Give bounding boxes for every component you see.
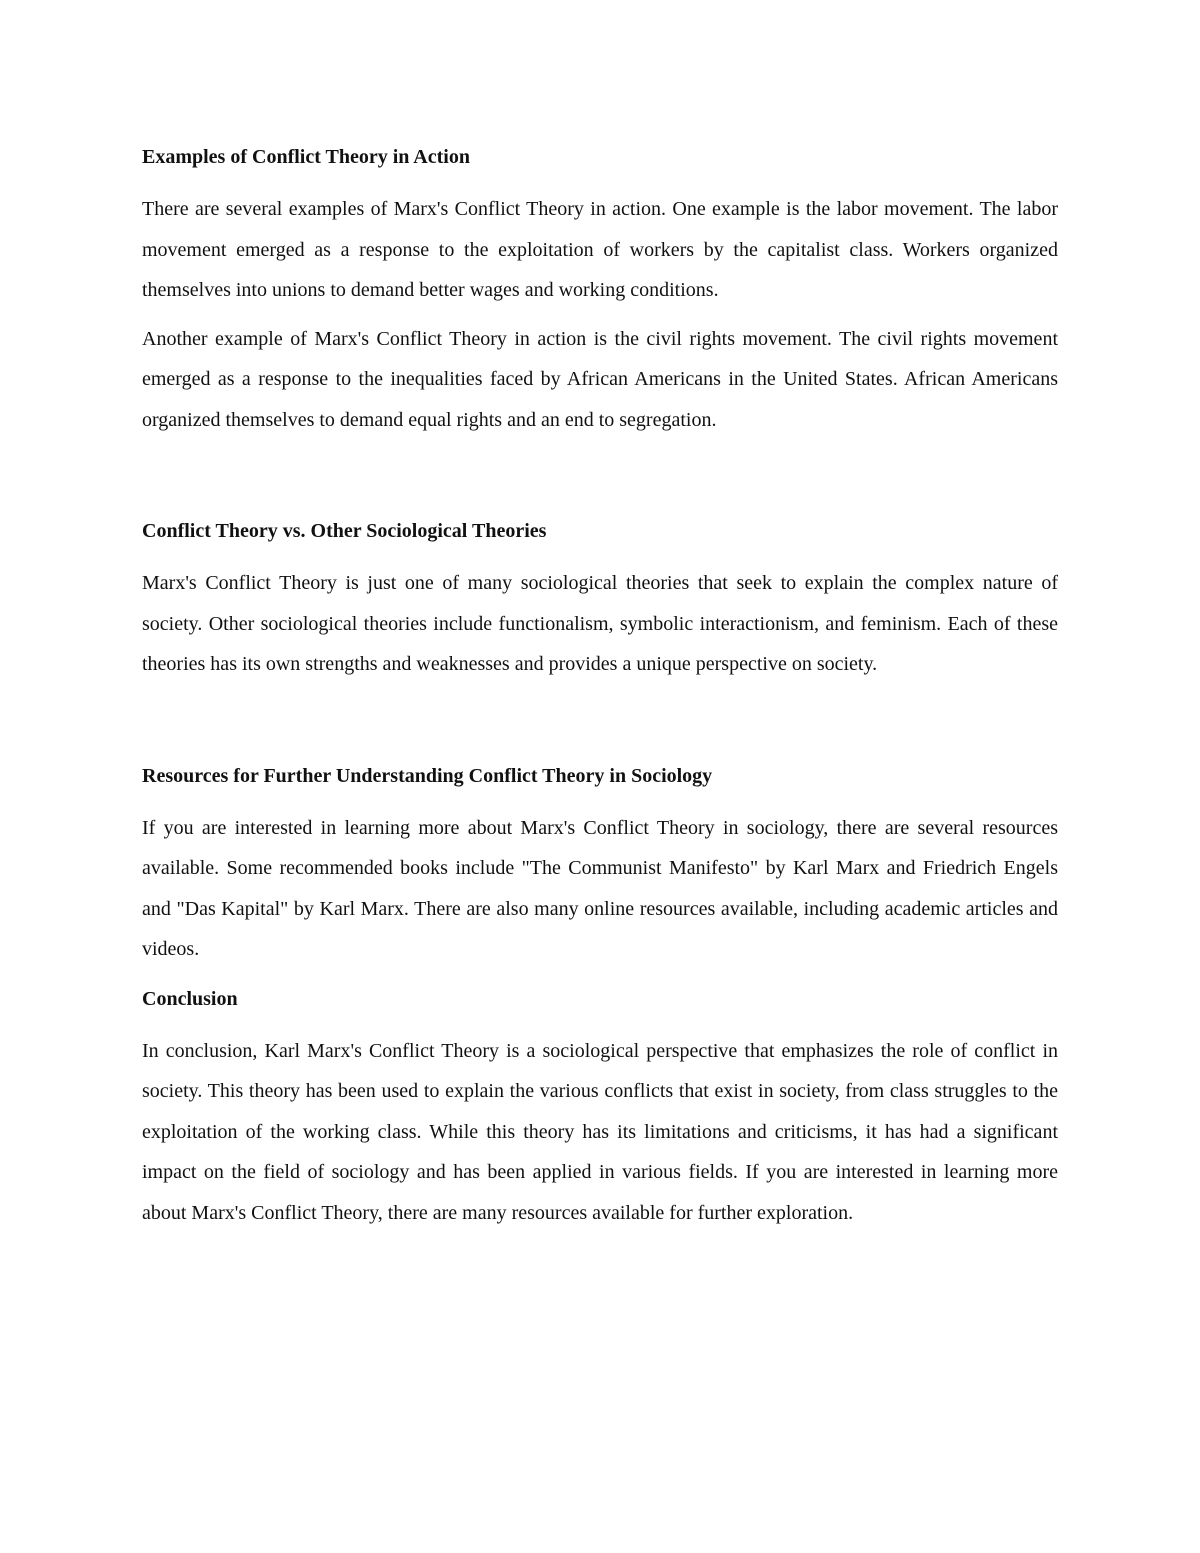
section-heading-other-theories: Conflict Theory vs. Other Sociological Theories: [142, 520, 547, 542]
section-heading-conclusion: Conclusion: [142, 987, 238, 1010]
section-heading-examples: Examples of Conflict Theory in Action: [142, 146, 470, 168]
paragraph-resources: If you are interested in learning more about Marx's Conflict Theory in sociology, there are several resources available. Some recommended books include "The Communist Manifesto" by Karl Marx and Friedrich Engels and "Das Kapital" by Karl Marx. There are also many online resources available, including academic articles and videos.: [142, 816, 1058, 960]
document-body: [142, 143, 1058, 1233]
paragraph-other-theories: Marx's Conflict Theory is just one of many sociological theories that seek to explain the complex nature of society. Other sociological theories include functionalism, symbolic interactionism, and feminism. Each of these theories has its own strengths and weaknesses and provides a unique perspective on society.: [142, 572, 1058, 675]
paragraph-labor-movement: There are several examples of Marx's Conflict Theory in action. One example is the labor movement. The labor movement emerged as a response to the exploitation of workers by the capitalist class. Workers organized themselves into unions to demand better wages and working conditions.: [142, 198, 1058, 301]
paragraph-conclusion: In conclusion, Karl Marx's Conflict Theory is a sociological perspective that emphasizes the role of conflict in society. This theory has been used to explain the various conflicts that exist in society, from class struggles to the exploitation of the working class. While this theory has its limitations and criticisms, it has had a significant impact on the field of sociology and has been applied in various fields. If you are interested in learning more about Marx's Conflict Theory, there are many resources available for further exploration.: [142, 1039, 1058, 1224]
paragraph-civil-rights: Another example of Marx's Conflict Theory in action is the civil rights movement. The civil rights movement emerged as a response to the inequalities faced by African Americans in the United States. African Americans organized themselves to demand equal rights and an end to segregation.: [142, 327, 1058, 431]
section-heading-resources: Resources for Further Understanding Conflict Theory in Sociology: [142, 764, 713, 787]
